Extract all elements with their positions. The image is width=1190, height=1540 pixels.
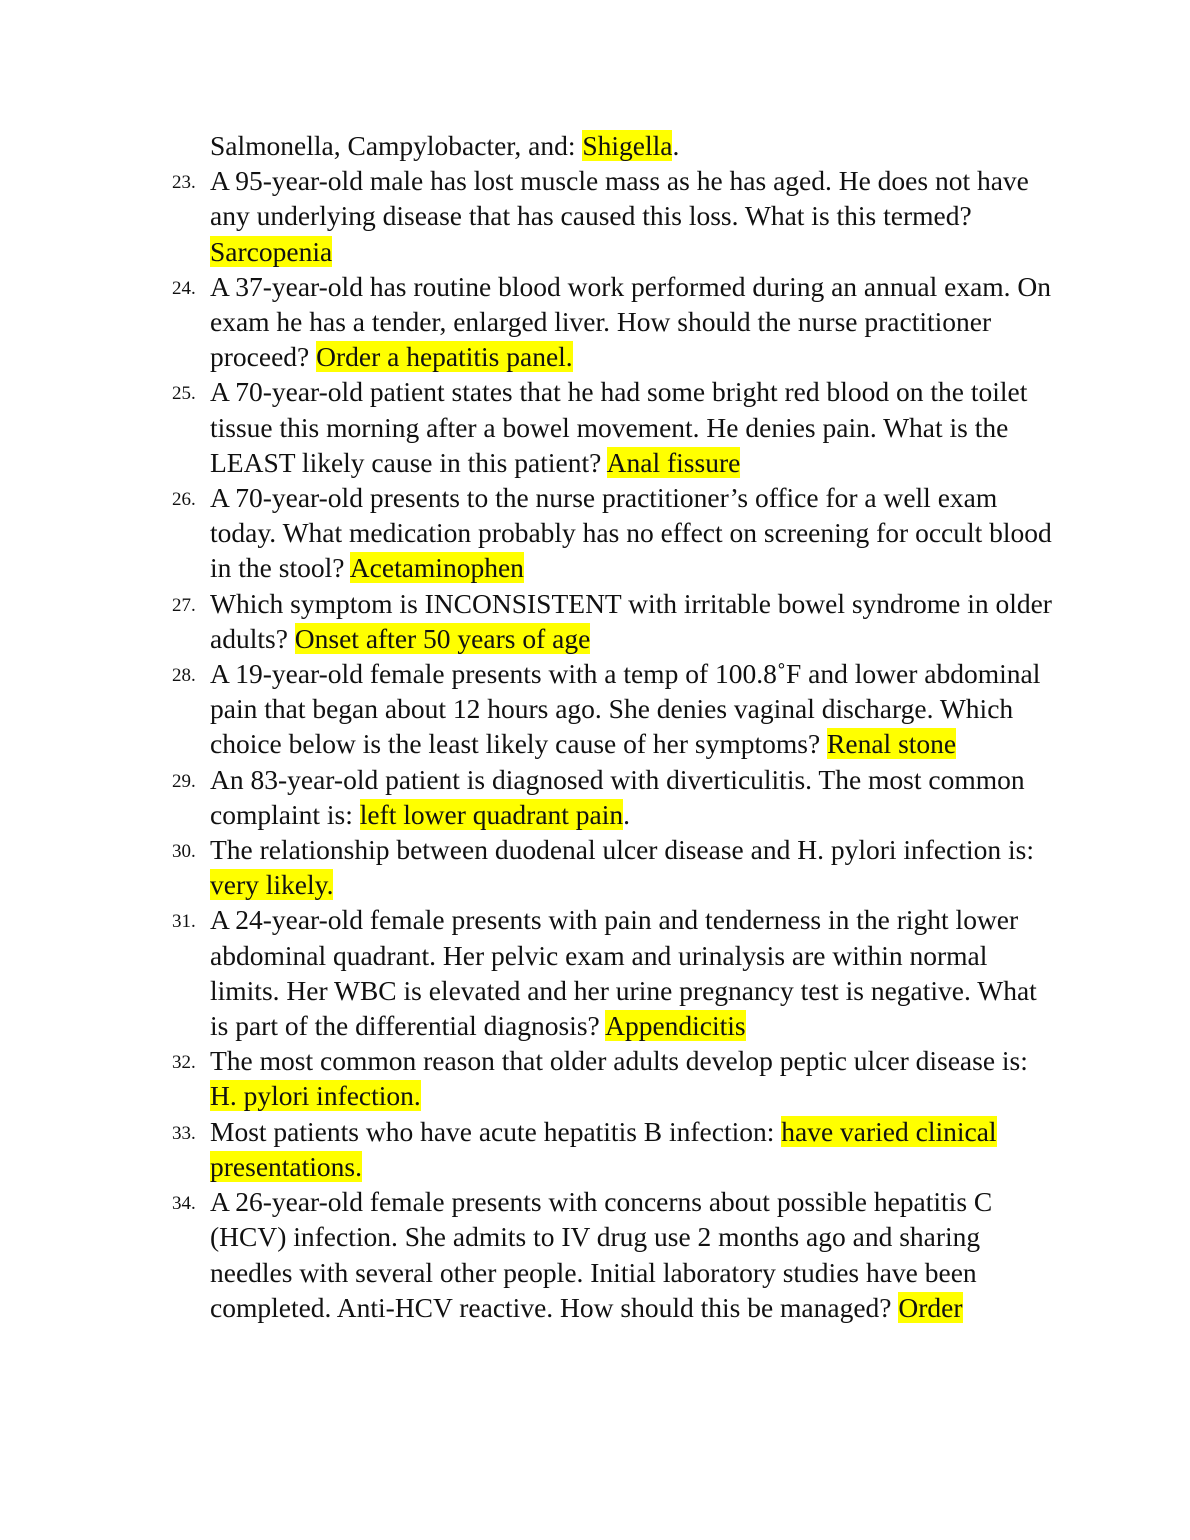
question-item [0, 480, 1060, 586]
question-item [0, 374, 1060, 480]
answer-highlight: Renal stone [827, 728, 957, 760]
question-item [0, 762, 1060, 832]
question-number: 26. [172, 489, 196, 511]
question-text: The relationship between duodenal ulcer disease and H. pylori infection is: [210, 834, 1034, 866]
question-number: 32. [172, 1052, 196, 1074]
question-item [0, 902, 1060, 1043]
question-number: 25. [172, 383, 196, 405]
question-text: An 83-year-old patient is diagnosed with diverticulitis. The most common complaint is: [210, 763, 1025, 830]
document-page [0, 128, 1190, 1325]
continuation-suffix: . [672, 130, 680, 161]
question-number: 27. [172, 594, 196, 616]
question-text: A 70-year-old presents to the nurse practitioner’s office for a well exam today. What medication probably has no effect on screening for occult blood in the stool? [210, 482, 1052, 584]
question-text: Which symptom is INCONSISTENT with irritable bowel syndrome in older adults? [210, 587, 1052, 654]
question-text: A 95-year-old male has lost muscle mass as he has aged. He does not have any underlying disease that has caused this loss. What is this termed? [210, 165, 1029, 232]
question-text: A 26-year-old female presents with concerns about possible hepatitis C (HCV) infection. She admits to IV drug use 2 months ago and sharing needles with several other people. Initial laboratory studies have been completed. Anti-HCV reactive. How should this be managed? [210, 1186, 993, 1323]
question-item [0, 163, 1060, 269]
question-item [0, 1043, 1060, 1113]
question-text: Most patients who have acute hepatitis B infection: [210, 1115, 782, 1147]
answer-highlight: Appendicitis [605, 1010, 746, 1042]
question-item [0, 656, 1060, 762]
question-number: 28. [172, 665, 196, 687]
question-text: A 19-year-old female presents with a temp of 100.8˚F and lower abdominal pain that began about 12 hours ago. She denies vaginal discharge. Which choice below is the least likely cause of her symptoms? [210, 658, 1041, 760]
question-number: 29. [172, 770, 196, 792]
question-item [0, 269, 1060, 375]
answer-suffix: . [623, 798, 631, 830]
question-text: A 24-year-old female presents with pain and tenderness in the right lower abdominal quadrant. Her pelvic exam and urinalysis are within normal limits. Her WBC is elevated and her urine pregnancy test is negative. What is part of the differential diagnosis? [210, 904, 1037, 1042]
answer-highlight: Shigella [582, 130, 673, 161]
question-item [0, 832, 1060, 902]
answer-highlight: have varied clinical presentations. [210, 1115, 997, 1182]
answer-highlight: Onset after 50 years of age [294, 622, 591, 654]
answer-highlight: left lower quadrant pain [359, 798, 624, 830]
question-number: 24. [172, 277, 196, 299]
question-number: 34. [172, 1193, 196, 1215]
question-item [0, 1114, 1060, 1184]
question-number: 31. [172, 911, 196, 933]
continuation-text: Salmonella, Campylobacter, and: [210, 130, 583, 161]
answer-highlight: Order a hepatitis panel. [316, 341, 573, 373]
answer-highlight: Acetaminophen [349, 552, 524, 584]
answer-highlight: very likely. [210, 869, 334, 901]
answer-highlight: Anal fissure [606, 446, 741, 478]
question-number: 23. [172, 172, 196, 194]
question-number: 30. [172, 841, 196, 863]
continuation-line [0, 128, 1190, 163]
question-number: 33. [172, 1122, 196, 1144]
answer-highlight: Order [898, 1291, 963, 1323]
question-text: A 70-year-old patient states that he had some bright red blood on the toilet tissue this morning after a bowel movement. He denies pain. What is the LEAST likely cause in this patient? [210, 376, 1028, 478]
question-text: The most common reason that older adults develop peptic ulcer disease is: [210, 1045, 1028, 1077]
answer-highlight: H. pylori infection. [210, 1080, 421, 1112]
question-text: A 37-year-old has routine blood work performed during an annual exam. On exam he has a tender, enlarged liver. How should the nurse practitioner proceed? [210, 270, 1052, 373]
answer-highlight: Sarcopenia [210, 235, 333, 267]
question-item [0, 1184, 1060, 1325]
question-item [0, 586, 1060, 656]
